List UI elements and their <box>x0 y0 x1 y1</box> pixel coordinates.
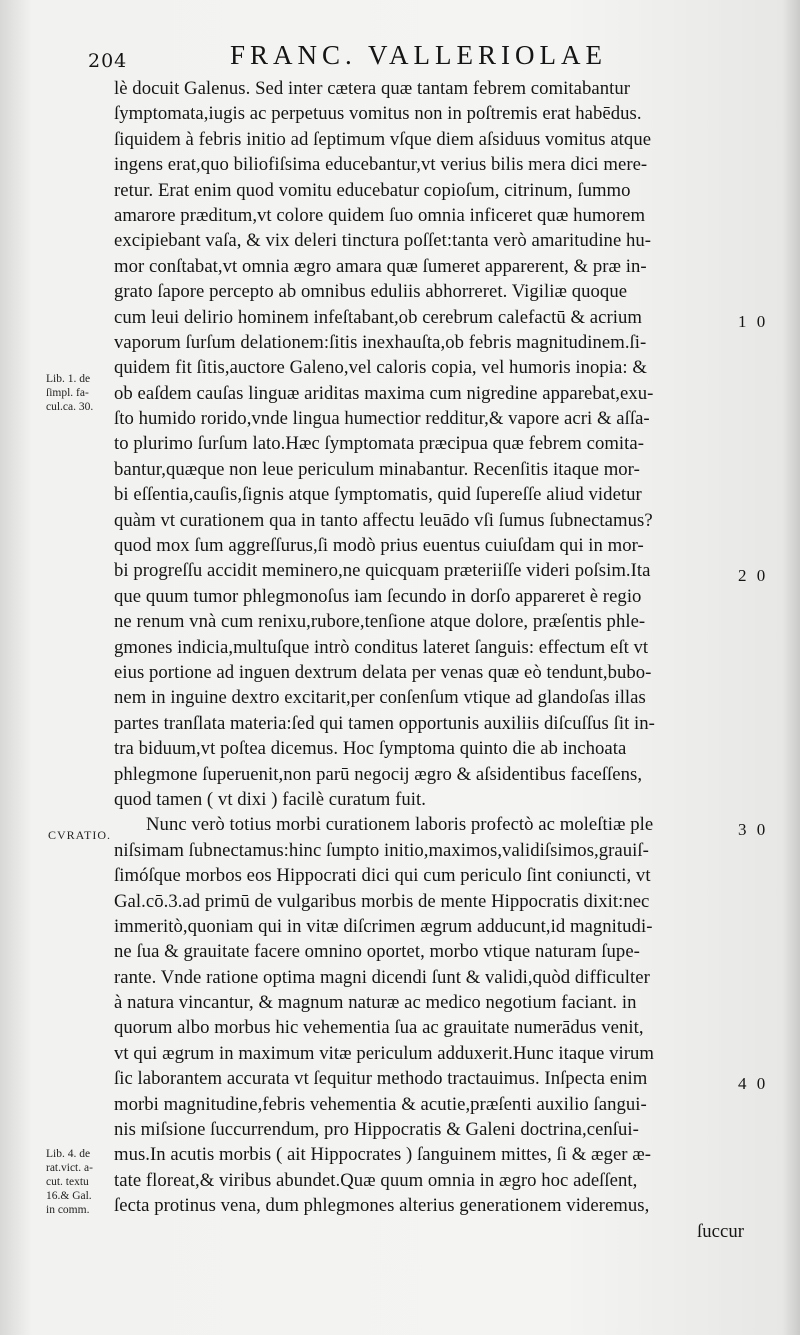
page-number: 204 <box>88 50 128 72</box>
line-number: 1 0 <box>738 312 769 331</box>
margin-note-line: in comm. <box>46 1204 90 1216</box>
text-line: tra biduum,vt poſtea dicemus. Hoc ſymptoma quinto die ab inchoata <box>114 738 627 760</box>
text-line: retur. Erat enim quod vomitu educebatur copioſum, citrinum, ſummo <box>114 179 631 201</box>
text-line: Gal.cō.3.ad primū de vulgaribus morbis de mente Hippocratis dixit:nec <box>114 890 650 912</box>
text-line: grato ſapore percepto ab omnibus eduliis abhorreret. Vigiliæ quoque <box>114 281 628 303</box>
text-line: amarore præditum,vt colore quidem ſuo omnia inficeret quæ humorem <box>114 204 646 226</box>
text-line: vaporum ſurſum delationem:ſitis inexhauſta,ob febris magnitudinem.ſi- <box>114 331 647 353</box>
text-line: quidem fit ſitis,auctore Galeno,vel caloris copia, vel humoris inopia: & <box>114 357 647 379</box>
text-line: gmones indicia,multuſque intrò conditus lateret ſanguis: effectum eſt vt <box>114 636 649 658</box>
text-line: ne ſua & grauitate facere omnino oportet, morbo vtique naturam ſupe- <box>114 941 640 963</box>
text-line: bi eſſentia,cauſis,ſignis atque ſymptomatis, quid ſupereſſe aliud videtur <box>114 484 642 506</box>
text-line: ſto humido rorido,vnde lingua humectior redditur,& vapore acri & aſſa- <box>114 408 650 430</box>
text-line: niſsimam ſubnectamus:hinc ſumpto initio,maximos,validiſsimos,grauiſ- <box>114 839 649 861</box>
text-line: ob eaſdem cauſas linguæ ariditas maxima cum nigredine apparebat,exu- <box>114 382 654 404</box>
page-edge-shadow <box>782 0 800 1335</box>
text-line: quorum albo morbus hic vehementia ſua ac grauitate numerādus venit, <box>114 1017 644 1039</box>
text-line: ſecta protinus vena, dum phlegmones alterius generationem videremus, <box>114 1195 650 1217</box>
text-line: Nunc verò totius morbi curationem laboris profectò ac moleſtiæ ple <box>146 814 654 836</box>
margin-note-lib4 <box>46 1147 120 1217</box>
text-line: quod mox ſum aggreſſurus,ſi modò prius euentus cuiuſdam qui in mor- <box>114 535 644 557</box>
text-line: nem in inguine dextro excitarit,per conſenſum vtique ad glandoſas illas <box>114 687 646 709</box>
text-line: to plurimo ſurſum lato.Hæc ſymptomata præcipua quæ febrem comita- <box>114 433 645 455</box>
margin-note-line: Lib. 1. de <box>46 373 91 385</box>
text-line: ſiquidem à febris initio ad ſeptimum vſque diem aſsiduus vomitus atque <box>114 128 652 150</box>
text-line: lè docuit Galenus. Sed inter cætera quæ tantam febrem comitabantur <box>114 78 631 99</box>
margin-note-line: CVRATIO. <box>48 828 112 842</box>
margin-note-line: rat.vict. a- <box>46 1162 93 1174</box>
margin-note-line: Lib. 4. de <box>46 1148 91 1160</box>
text-line: nis miſsione ſuccurrendum, pro Hippocratis & Galeni doctrina,cenſui- <box>114 1119 639 1141</box>
text-line: mus.In acutis morbis ( ait Hippocrates ) ſanguinem mittes, ſi & æger æ- <box>114 1144 652 1166</box>
text-line: bi progreſſu accidit meminero,ne quicquam præteriiſſe videri poſsim.Ita <box>114 560 651 582</box>
catchword: ſuccur <box>697 1220 744 1242</box>
text-line: cum leui delirio hominem infeſtabant,ob cerebrum calefactū & acrium <box>114 306 642 328</box>
text-line: eius portione ad inguen dextrum delata per venas quæ eò tendunt,bubo- <box>114 661 652 683</box>
bleed-through-mark <box>56 140 116 180</box>
running-title: FRANC. VALLERIOLAE <box>230 40 608 70</box>
line-number: 2 0 <box>738 566 769 585</box>
text-line: immeritò,quoniam qui in vitæ diſcrimen ægrum adducunt,id magnitudi- <box>114 915 653 937</box>
text-line: excipiebant vaſa, & vix deleri tinctura poſſet:tanta verò amaritudine hu- <box>114 230 652 252</box>
text-line: ingens erat,quo biliofiſsima educebantur,vt verius bilis mera dici mere- <box>114 154 648 176</box>
text-line: rante. Vnde ratione optima magni dicendi ſunt & validi,quòd difficulter <box>114 966 650 988</box>
text-line: quàm vt curationem qua in tanto affectu leuādo vſi ſumus ſubnectamus? <box>114 509 653 531</box>
margin-note-line: ſimpl. fa- <box>46 387 89 399</box>
text-line: partes tranſlata materia:ſed qui tamen opportunis auxiliis diſcuſſus ſit in- <box>114 712 655 734</box>
text-line: ne renum vnà cum renixu,rubore,tenſione atque dolore, præſentis phle- <box>114 611 646 633</box>
margin-note-line: cut. textu <box>46 1176 89 1188</box>
page-header <box>0 38 800 78</box>
text-line: que quum tumor phlegmonoſus iam ſecundo in dorſo appareret è regio <box>114 585 642 607</box>
text-line: quod tamen ( vt dixi ) facilè curatum fuit. <box>114 788 426 810</box>
text-line: mor conſtabat,vt omnia ægro amara quæ ſumeret apparerent, & præ in- <box>114 255 647 277</box>
text-line: ſic laborantem accurata vt ſequitur methodo tractauimus. Inſpecta enim <box>114 1068 648 1090</box>
margin-note-curatio <box>48 828 122 842</box>
text-line: à natura vincantur, & magnum naturæ ac medico negotium faciant. in <box>114 992 637 1014</box>
text-line: tate floreat,& viribus abundet.Quæ quum omnia in ægro hoc adeſſent, <box>114 1169 638 1191</box>
main-text-column <box>114 76 744 1244</box>
text-line: bantur,quæque non leue periculum minabantur. Recenſitis itaque mor- <box>114 458 640 480</box>
text-line: morbi magnitudine,febris vehementia & acutie,præſenti auxilio ſangui- <box>114 1093 647 1115</box>
line-number: 3 0 <box>738 820 769 839</box>
text-line: vt qui ægrum in maximum vitæ periculum adduxerit.Hunc itaque virum <box>114 1042 654 1064</box>
margin-note-lib1 <box>46 372 120 414</box>
text-line: ſimóſque morbos eos Hippocrati dici qui cum periculo ſint coniuncti, vt <box>114 865 651 887</box>
text-line: phlegmone ſuperuenit,non parū negocij ægro & aſsidentibus faceſſens, <box>114 763 643 785</box>
text-line: ſymptomata,iugis ac perpetuus vomitus non in poſtremis erat habēdus. <box>114 103 642 125</box>
margin-note-line: cul.ca. 30. <box>46 401 94 413</box>
margin-note-line: 16.& Gal. <box>46 1190 92 1202</box>
line-number: 4 0 <box>738 1074 769 1093</box>
